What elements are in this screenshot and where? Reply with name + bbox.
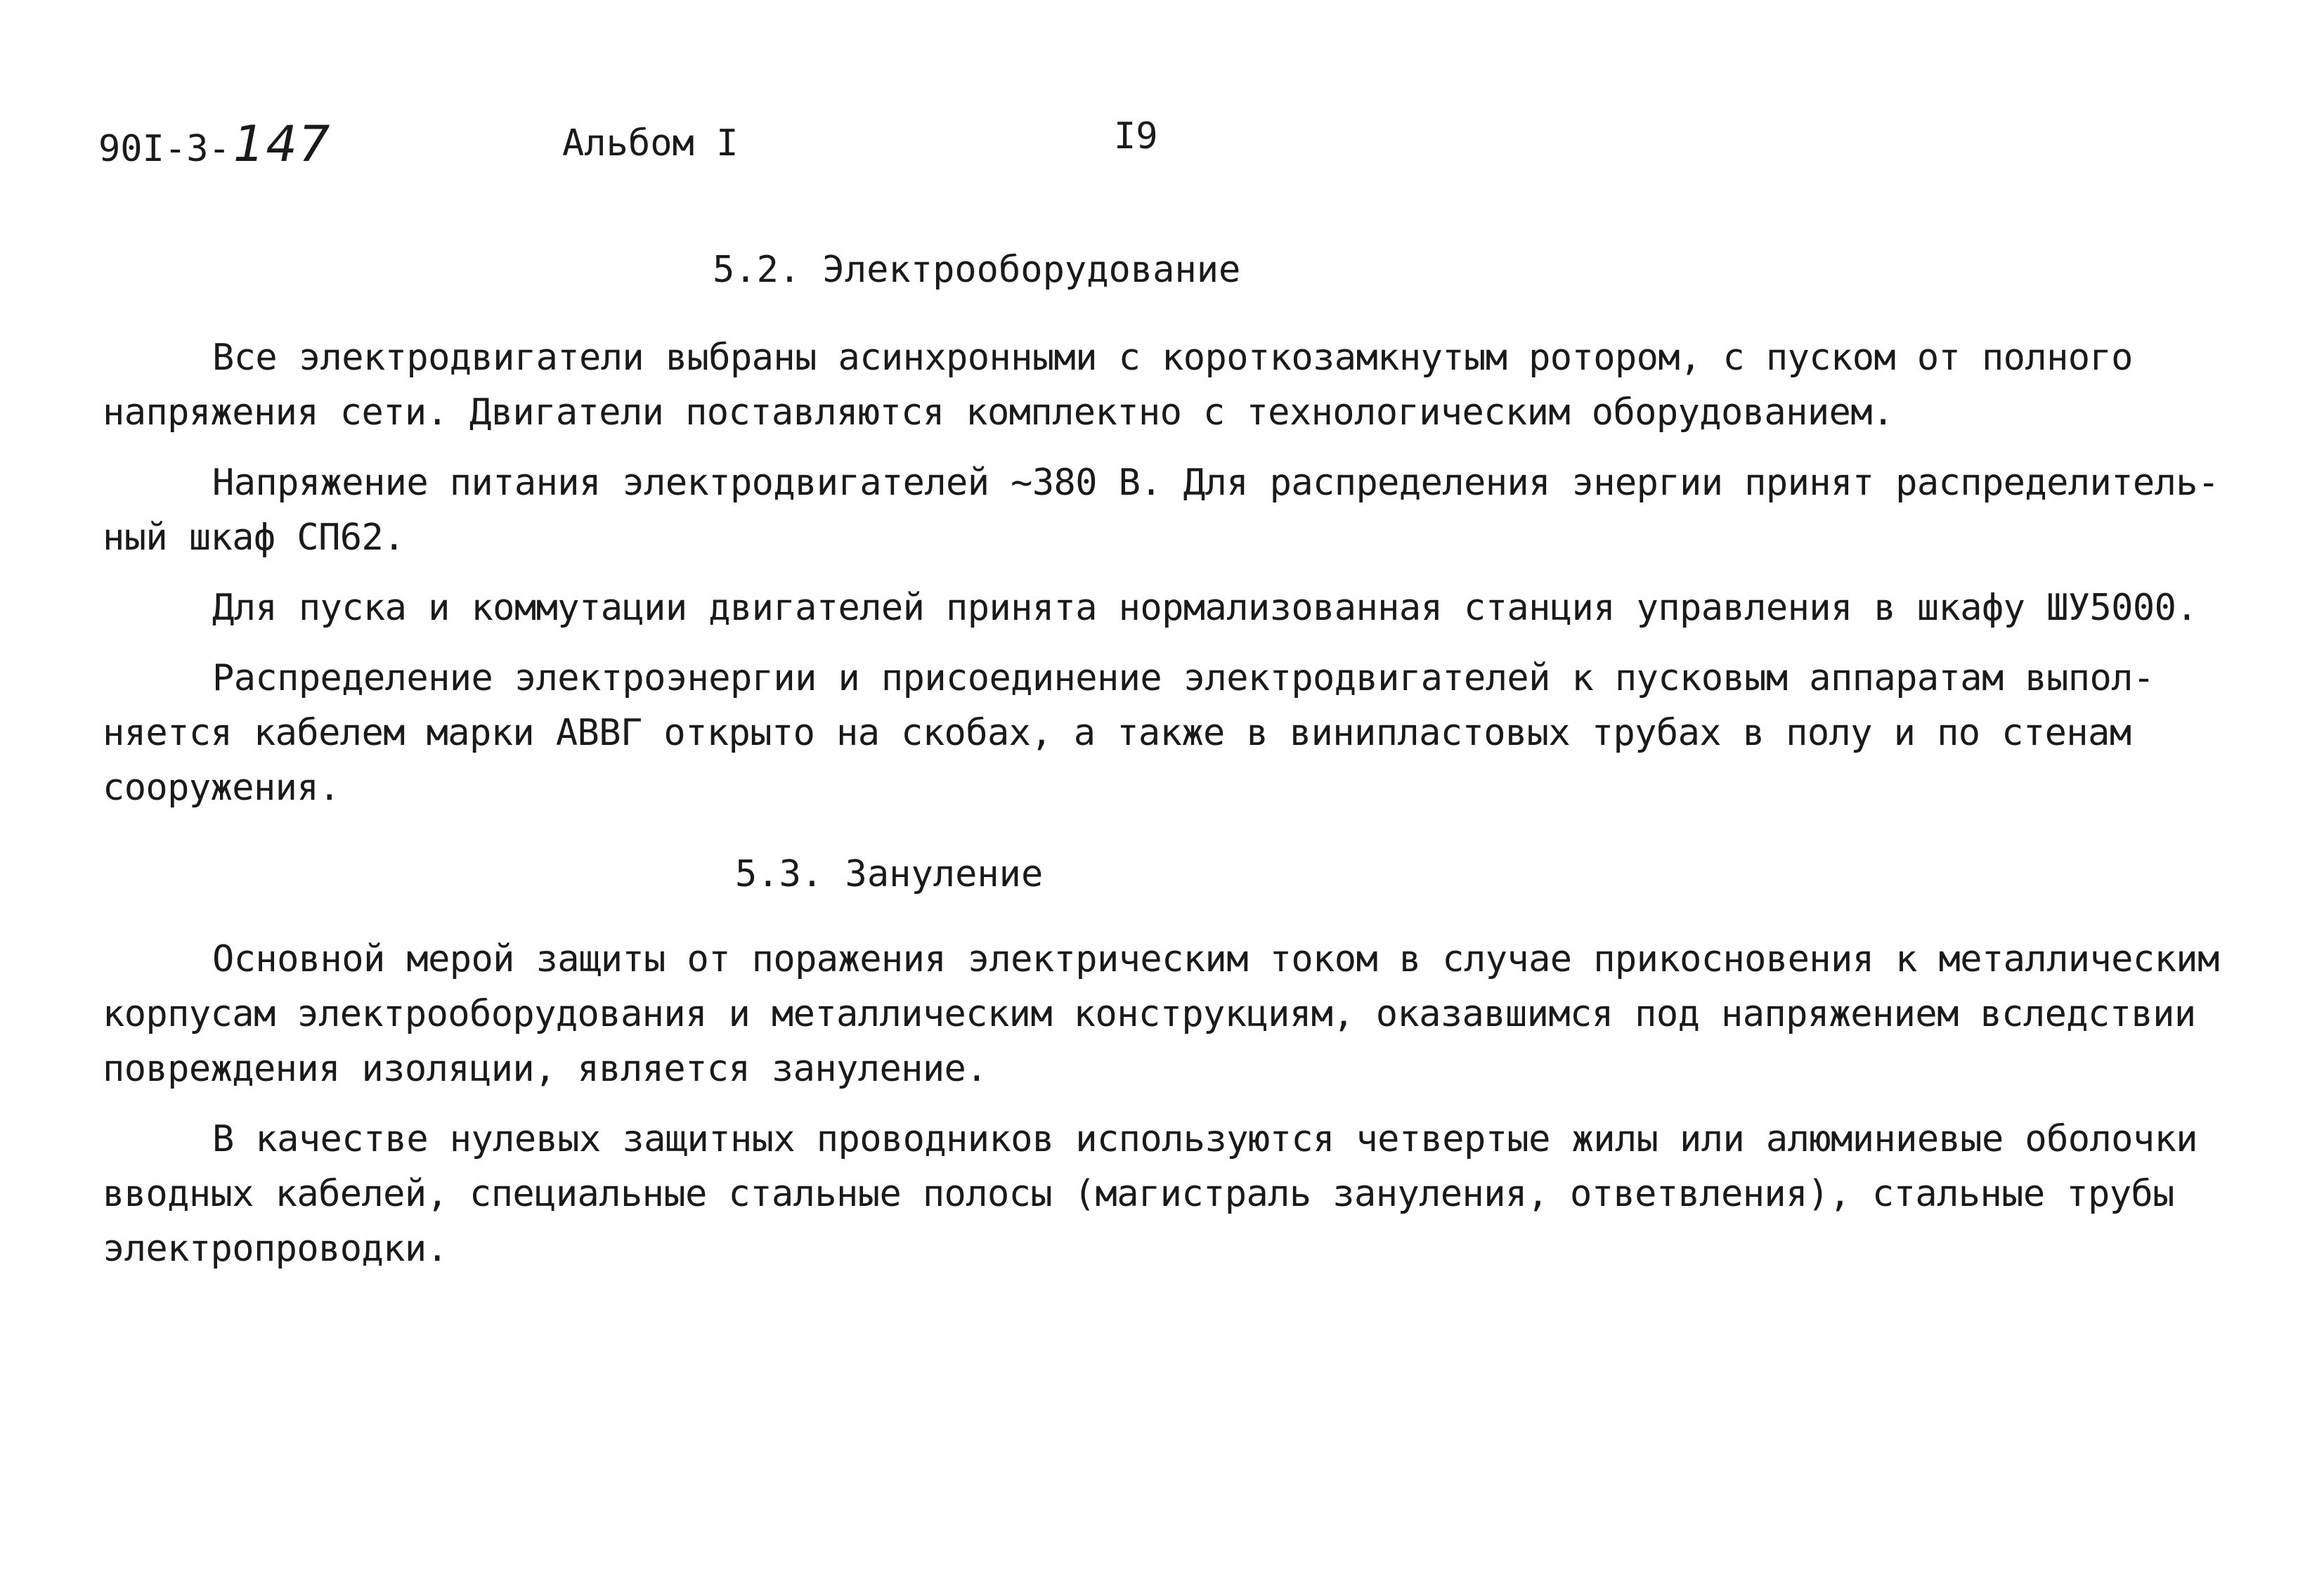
page-number: I9 [1114,115,1158,157]
document-code-handwritten: 147 [233,115,332,173]
paragraph: Распределение электроэнергии и присоединение электродвигателей к пусковым аппаратам выпол- няется кабелем марки АВВГ открыто на скобах, а также в винипластовых трубах в полу и по стенам сооружения. [103,657,2155,809]
section-heading-electrical-equipment: 5.2. Электрооборудование [713,249,1241,291]
document-code-prefix: 90I-3- [98,128,231,170]
album-label: Альбом I [562,122,739,164]
paragraph: Все электродвигатели выбраны асинхронными с короткозамкнутым ротором, с пуском от полного напряжения сети. Двигатели поставляются комплектно с технологическим оборудованием. [103,337,2133,434]
paragraph: В качестве нулевых защитных проводников используются четвертые жилы или алюминиевые оболочки вводных кабелей, специальные стальные полосы (магистраль зануления, ответвления), стальные трубы электропроводки. [103,1118,2198,1270]
paragraph: Основной мерой защиты от поражения электрическим током в случае прикосновения к металлическим корпусам электрооборудования и металлическим конструкциям, оказавшимся под напряжением вследствии повреждения изоляции, является зануление. [103,938,2219,1090]
section-heading-grounding: 5.3. Зануление [735,853,1044,895]
paragraph: Напряжение питания электродвигателей ~380 В. Для распределения энергии принят распределитель- ный шкаф СП62. [103,462,2219,559]
paragraph: Для пуска и коммутации двигателей принята нормализованная станция управления в шкафу ШУ5000. [212,587,2198,629]
document-code [98,115,332,173]
